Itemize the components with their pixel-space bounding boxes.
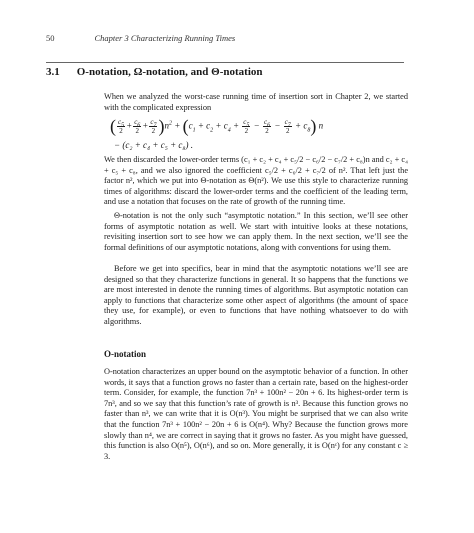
paragraph-3 xyxy=(104,264,408,328)
equation-line-1: ( $\frac{c_5}{2}$ + $\frac{c_6}{2}$ + $\frac{c_7}{2}$ )$n^2 + (c_1 + c_2 + c_4$ + $\frac{c_5}{2}$ − $\frac{c_6}{2}$ − $\frac{c_7}{2}$ + $c_8$) n xyxy=(110,116,324,136)
section-number: 3.1 xyxy=(46,66,60,78)
header-rule xyxy=(46,62,404,63)
paragraph-4 xyxy=(104,367,408,462)
paragraph-1-text: We then discarded the lower-order terms (c₁ + c₂ + c₄ + c₅/2 − c₆/2 − c₇/2 + c₈)n and c₂ + c₄ + c₅ + c₈, and we also ignored the coefficient c₅/2 + c₆/2 + c₇/2 of n². That left just the factor n², which we put into Θ-notation as Θ(n²). We use this style to characterize running times of algorithms: discard the lower-order terms and the coefficient of the leading term, and use a notation that focuses on the rate of growth of the running time. xyxy=(104,155,408,207)
intro-text: When we analyzed the worst-case running time of insertion sort in Chapter 2, we started with the complicated expression xyxy=(104,92,408,112)
section-heading xyxy=(46,66,263,78)
chapter-title: Chapter 3 Characterizing Running Times xyxy=(94,33,236,43)
paragraph-3-text: Before we get into specifics, bear in mind that the asymptotic notations we’ll see are designed so that they characterize functions in general. It so happens that the functions we are most interested in denote the running times of algorithms. But asymptotic notation can apply to functions that characterize some other aspect of algorithms (the amount of space they use, for example), or even to functions that have nothing whatsoever to do with algorithms. xyxy=(104,264,408,326)
paragraph-2 xyxy=(104,211,408,253)
page-number: 50 xyxy=(46,33,55,43)
equation-line-2: − (c₂ + c₄ + c₅ + c₈) . xyxy=(114,140,194,150)
intro-paragraph xyxy=(104,92,408,113)
paragraph-4-text: O-notation characterizes an upper bound on the asymptotic behavior of a function. In other words, it says that a function grows no faster than a certain rate, based on the highest-order term. Consider, for example, the function 7n³ + 100n² − 20n + 6. Its highest-order term is 7n³, and so we say that this function’s rate of growth is n³. Because this function grows no faster than n³, we can write that it is O(n³). You might be surprised that we can also write that the function 7n³ + 100n² − 20n + 6 is O(n⁴). Why? Because the function grows more slowly than n⁴, we are correct in saying that it grows no faster. As you might have guessed, this function is also O(n⁵), O(n⁶), and so on. More generally, it is O(nᶜ) for any constant c ≥ 3. xyxy=(104,367,408,461)
section-title: O-notation, Ω-notation, and Θ-notation xyxy=(76,66,263,78)
running-head xyxy=(46,33,235,43)
paragraph-1 xyxy=(104,155,408,208)
subsection-heading: O-notation xyxy=(104,349,147,359)
paragraph-2-text: Θ-notation is not the only such “asymptotic notation.” In this section, we’ll see other forms of asymptotic notation as well. We start with intuitive looks at these notations, revisiting insertion sort to see how we can apply them. In the next section, we’ll see the formal definitions of our asymptotic notations, along with conventions for using them. xyxy=(104,211,408,252)
